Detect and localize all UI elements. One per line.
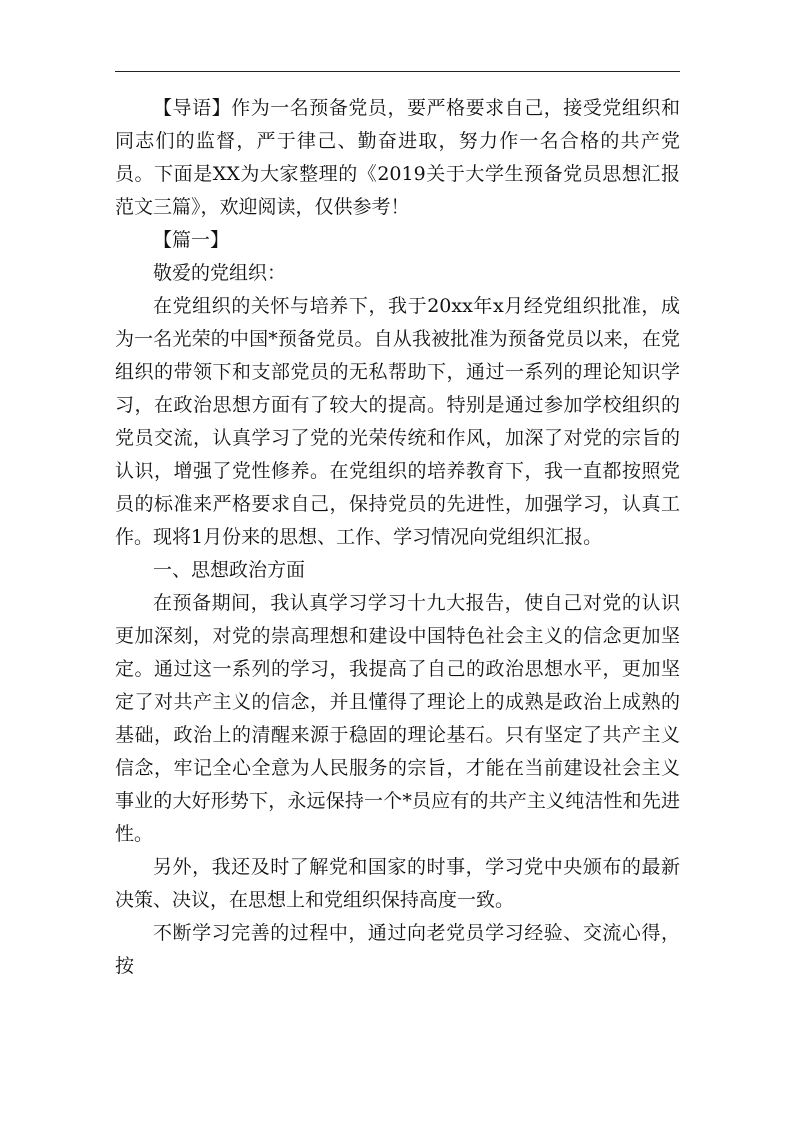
intro-tag: 【导语】: [153, 97, 232, 119]
intro-text: 作为一名预备党员，要严格要求自己，接受党组织和同志们的监督，严于律己、勤奋进取，努力作一名合格的共产党员。下面是XX为大家整理的《2019关于大学生预备党员思想汇报范文三篇》，欢迎阅读，仅供参考！: [115, 97, 680, 218]
body-paragraph: 在党组织的关怀与培养下，我于20xx年x月经党组织批准，成为一名光荣的中国*预备党员。自从我被批准为预备党员以来，在党组织的带领下和支部党员的无私帮助下，通过一系列的理论知识学习，在政治思想方面有了较大的提高。特别是通过参加学校组织的党员交流，认真学习了党的光荣传统和作风，加深了对党的宗旨的认识，增强了党性修养。在党组织的培养教育下，我一直都按照党员的标准来严格要求自己，保持党员的先进性，加强学习，认真工作。现将1月份来的思想、工作、学习情况向党组织汇报。: [115, 295, 680, 548]
document-body: [115, 92, 680, 983]
body-paragraph: 不断学习完善的过程中，通过向老党员学习经验、交流心得，按: [115, 922, 680, 977]
salutation: 敬爱的党组织：: [153, 262, 287, 284]
header-rule: [115, 71, 680, 72]
body-paragraph: 在预备期间，我认真学习学习十九大报告，使自己对党的认识更加深刻，对党的崇高理想和建设中国特色社会主义的信念更加坚定。通过这一系列的学习，我提高了自己的政治思想水平，更加坚定了对共产主义的信念，并且懂得了理论上的成熟是政治上成熟的基础，政治上的清醒来源于稳固的理论基石。只有坚定了共产主义信念，牢记全心全意为人民服务的宗旨，才能在当前建设社会主义事业的大好形势下，永远保持一个*员应有的共产主义纯洁性和先进性。: [115, 592, 680, 845]
intro-paragraph: [115, 92, 680, 224]
section-title: 【篇一】: [153, 229, 230, 251]
subheading: 一、思想政治方面: [153, 559, 306, 581]
body-paragraph: 另外，我还及时了解党和国家的时事，学习党中央颁布的最新决策、决议，在思想上和党组织保持高度一致。: [115, 856, 680, 911]
